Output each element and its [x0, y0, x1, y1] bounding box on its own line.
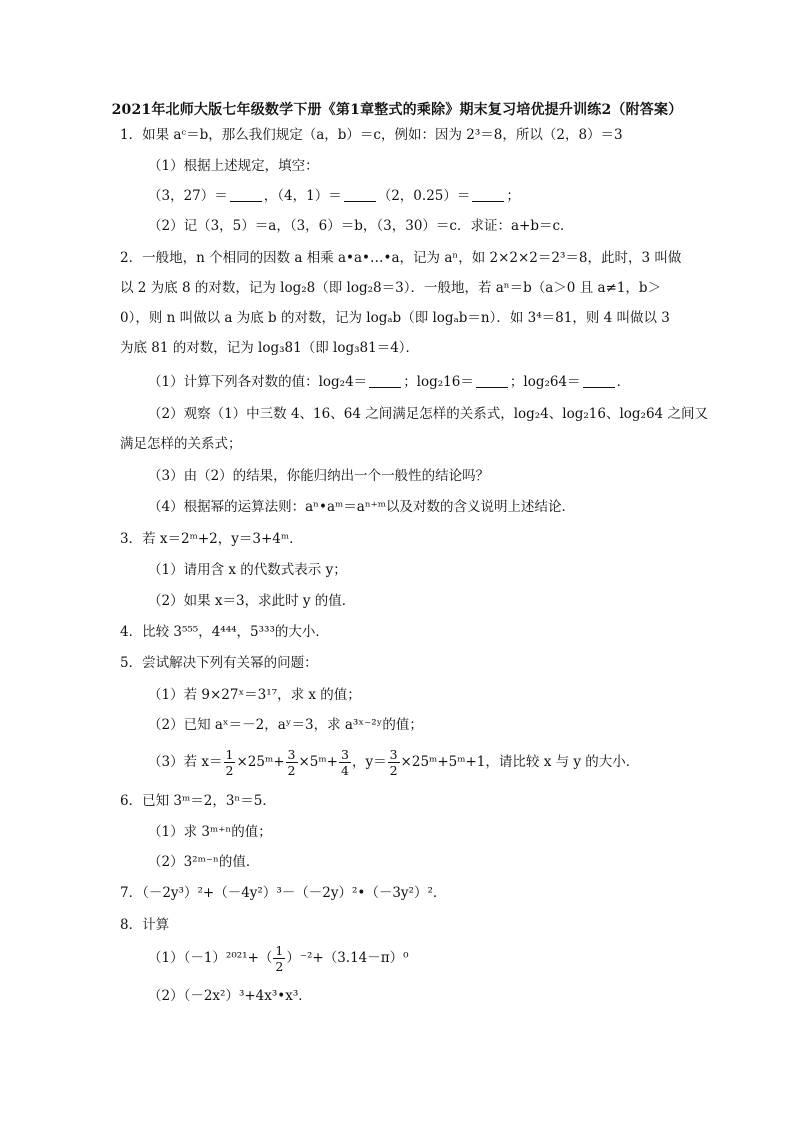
q1-fill-b: ，（4，1）＝: [263, 188, 342, 204]
fraction: [388, 747, 400, 778]
fraction-numerator: 3: [287, 747, 296, 762]
q5-p3-c: ×5ᵐ+: [298, 754, 338, 770]
fraction-numerator: 1: [225, 747, 234, 762]
answer-blank[interactable]: [344, 187, 376, 202]
q3-part1: （1）请用含 x 的代数式表示 y；: [148, 562, 347, 578]
answer-blank[interactable]: [369, 373, 401, 388]
answer-blank[interactable]: [476, 373, 508, 388]
fraction-denominator: 2: [287, 763, 296, 778]
q2-line4: 为底 81 的对数，记为 log₃81（即 log₃81＝4）．: [120, 340, 420, 356]
q2-p1-b: ；log₂16＝: [403, 374, 474, 390]
fraction-numerator: 1: [275, 943, 284, 958]
answer-blank[interactable]: [583, 373, 615, 388]
answer-blank[interactable]: [230, 187, 262, 202]
fraction-denominator: 2: [389, 763, 398, 778]
q2-part2-line2: 满足怎样的关系式；: [120, 436, 242, 452]
q2-p1-c: ；log₂64＝: [509, 374, 581, 390]
q2-part3: （3）由（2）的结果，你能归纳出一个一般性的结论吗？: [148, 468, 490, 484]
q1-part1: （1）根据上述规定，填空：: [148, 158, 319, 174]
fraction: [286, 747, 298, 778]
q1-stem: 1．如果 aᶜ＝b，那么我们规定（a，b）＝c，例如：因为 2³＝8，所以（2，8）＝3: [120, 127, 623, 143]
q2-part1: [148, 372, 630, 392]
q5-part2: （2）已知 aˣ＝－2，aʸ＝3，求 a³ˣ⁻²ʸ的值；: [148, 717, 423, 733]
q2-line1: 2．一般地，n 个相同的因数 a 相乘 a•a•…•a，记为 aⁿ，如 2×2×2＝2³＝8，此时，3 叫做: [120, 250, 682, 266]
q8-part1: [148, 940, 409, 976]
q5-p3-a: （3）若 x＝: [148, 754, 223, 770]
answer-blank[interactable]: [472, 187, 504, 202]
q3-stem: 3．若 x＝2ᵐ+2，y＝3+4ᵐ．: [120, 531, 303, 547]
fraction: [273, 943, 285, 974]
fraction: [339, 747, 351, 778]
fraction-denominator: 4: [341, 763, 349, 778]
q2-part2-line1: （2）观察（1）中三数 4、16、64 之间满足怎样的关系式，log₂4、log₂16、log₂64 之间又: [148, 406, 708, 422]
q8-p1-a: （1）（－1）²⁰²¹+（: [148, 950, 273, 966]
q3-part2: （2）如果 x＝3，求此时 y 的值．: [148, 593, 356, 609]
q5-p3-b: ×25ᵐ+: [236, 754, 285, 770]
q2-p1-a: （1）计算下列各对数的值：log₂4＝: [148, 374, 368, 390]
q8-part2: （2）（－2x²）³+4x³•x³．: [148, 988, 312, 1004]
q1-fill-a: （3，27）＝: [148, 188, 228, 204]
q5-p3-d: ，y＝: [351, 754, 387, 770]
q5-part3: [148, 744, 639, 780]
q2-p1-end: ．: [616, 374, 631, 390]
q2-line3: 0），则 n 叫做以 a 为底 b 的对数，记为 logₐb（即 logₐb＝n）．如 3⁴＝81，则 4 叫做以 3: [120, 310, 670, 326]
q7-stem: 7．（－2y³）²+（－4y²）³－（－2y）²•（－3y²）²．: [120, 885, 447, 901]
q1-fill-end: ；: [506, 188, 520, 204]
q4-stem: 4．比较 3⁵⁵⁵，4⁴⁴⁴，5³³³的大小．: [120, 624, 329, 640]
q2-line2: 以 2 为底 8 的对数，记为 log₂8（即 log₂8＝3）．一般地，若 aⁿ＝b（a＞0 且 a≠1，b＞: [120, 280, 662, 296]
q6-part1: （1）求 3ᵐ⁺ⁿ的值；: [148, 824, 272, 840]
q1-part2: （2）记（3，5）＝a，（3，6）＝b，（3，30）＝c．求证：a+b＝c．: [148, 218, 574, 234]
fraction-numerator: 3: [389, 747, 398, 762]
page-title: 2021年北师大版七年级数学下册《第1章整式的乘除》期末复习培优提升训练2（附答案）: [111, 102, 683, 118]
q6-stem: 6．已知 3ᵐ＝2，3ⁿ＝5．: [120, 793, 276, 809]
q5-part1: （1）若 9×27ˣ＝3¹⁷，求 x 的值；: [148, 687, 361, 703]
q6-part2: （2）3²ᵐ⁻ⁿ的值．: [148, 854, 260, 870]
q1-fill-c: （2，0.25）＝: [377, 188, 471, 204]
q2-part4: （4）根据幂的运算法则：aⁿ•aᵐ＝aⁿ⁺ᵐ以及对数的含义说明上述结论．: [148, 499, 576, 515]
fraction-denominator: 2: [225, 763, 234, 778]
q8-stem: 8．计算: [120, 917, 170, 933]
fraction: [224, 747, 236, 778]
fraction-denominator: 2: [275, 959, 284, 974]
fraction-numerator: 3: [341, 747, 349, 762]
q5-p3-e: ×25ᵐ+5ᵐ+1，请比较 x 与 y 的大小．: [400, 754, 640, 770]
q1-part1-fill: [148, 186, 520, 206]
q8-p1-b: ）⁻²+（3.14－π）⁰: [286, 950, 409, 966]
q5-stem: 5．尝试解决下列有关幂的问题：: [120, 655, 318, 671]
